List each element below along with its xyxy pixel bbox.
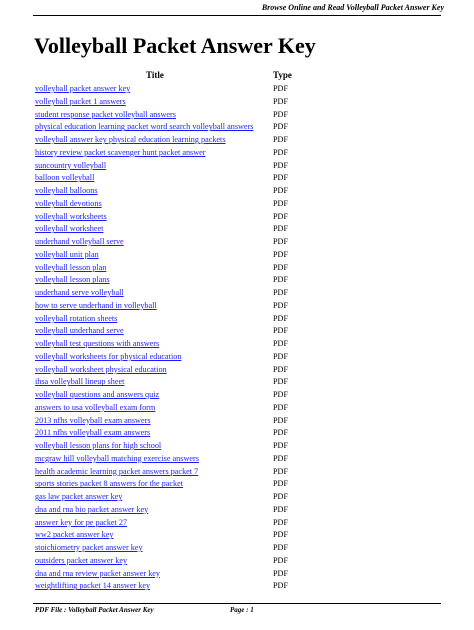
table-row <box>35 466 305 479</box>
results-table <box>35 83 305 593</box>
row-title-link[interactable]: stoichiometry packet answer key <box>35 543 143 552</box>
row-title-link[interactable]: 2013 nfhs volleyball exam answers <box>35 415 151 425</box>
row-type: PDF <box>273 109 289 119</box>
row-type: PDF <box>273 364 289 374</box>
row-title-link[interactable]: volleyball rotation sheets <box>35 313 118 323</box>
table-row <box>35 415 305 428</box>
table-row <box>35 478 305 491</box>
row-type: PDF <box>273 275 289 285</box>
table-row <box>35 274 305 287</box>
column-header-title: Title <box>146 70 164 80</box>
row-title-link[interactable]: volleyball unit plan <box>35 249 99 259</box>
row-type: PDF <box>273 262 289 272</box>
row-type: PDF <box>273 96 289 106</box>
table-row <box>35 325 305 338</box>
row-title-link[interactable]: answer key for pe packet 27 <box>35 517 128 527</box>
header-divider <box>33 15 441 16</box>
footer-divider <box>33 603 441 604</box>
row-type: PDF <box>273 581 289 591</box>
row-title-link[interactable]: volleyball devotions <box>35 198 102 208</box>
row-type: PDF <box>273 568 289 578</box>
row-type: PDF <box>273 160 289 170</box>
row-type: PDF <box>273 504 289 514</box>
row-title-link[interactable]: dna and rna bio packet answer key <box>35 504 149 514</box>
table-row <box>35 542 305 555</box>
table-row <box>35 517 305 530</box>
row-title-link[interactable]: volleyball worksheet physical education <box>35 364 167 374</box>
table-row <box>35 211 305 224</box>
row-title-link[interactable]: physical education learning packet word search volleyball answers <box>35 122 254 132</box>
row-type: PDF <box>273 555 289 565</box>
table-row <box>35 96 305 109</box>
table-row <box>35 504 305 517</box>
table-row <box>35 529 305 542</box>
table-row <box>35 402 305 415</box>
row-title-link[interactable]: volleyball balloons <box>35 186 98 195</box>
footer-page-number: Page : 1 <box>230 606 254 614</box>
row-type: PDF <box>273 479 289 489</box>
table-row <box>35 440 305 453</box>
table-row <box>35 427 305 440</box>
row-title-link[interactable]: volleyball worksheet <box>35 224 104 234</box>
table-row <box>35 134 305 147</box>
table-row <box>35 555 305 568</box>
row-type: PDF <box>273 173 289 183</box>
table-row <box>35 491 305 504</box>
row-title-link[interactable]: underhand volleyball serve <box>35 237 124 246</box>
table-row <box>35 198 305 211</box>
row-type: PDF <box>273 492 289 501</box>
row-title-link[interactable]: health academic learning packet answers packet 7 <box>35 466 199 476</box>
table-row <box>35 313 305 326</box>
table-row <box>35 389 305 402</box>
row-type: PDF <box>273 313 289 323</box>
table-row <box>35 568 305 581</box>
row-type: PDF <box>273 453 289 463</box>
row-type: PDF <box>273 402 289 412</box>
table-row <box>35 121 305 134</box>
table-row <box>35 249 305 262</box>
row-title-link[interactable]: suncountry volleyball <box>35 160 107 170</box>
row-type: PDF <box>273 441 289 450</box>
row-type: PDF <box>273 466 289 476</box>
row-type: PDF <box>273 211 289 221</box>
row-title-link[interactable]: volleyball worksheets <box>35 211 107 221</box>
table-row <box>35 287 305 300</box>
row-title-link[interactable]: history review packet scavenger hunt packet answer <box>35 147 206 157</box>
row-title-link[interactable]: volleyball lesson plans for high school <box>35 441 162 450</box>
row-type: PDF <box>273 249 289 259</box>
table-row <box>35 580 305 593</box>
row-title-link[interactable]: ihsa volleyball lineup sheet <box>35 377 125 387</box>
row-type: PDF <box>273 237 289 246</box>
page-header-text: Browse Online and Read Volleyball Packet Answer Key <box>261 3 444 12</box>
column-header-type: Type <box>273 70 292 80</box>
table-row <box>35 453 305 466</box>
row-title-link[interactable]: mcgraw hill volleyball matching exercise answers <box>35 453 199 463</box>
row-type: PDF <box>273 122 289 132</box>
row-type: PDF <box>273 390 289 399</box>
row-title-link[interactable]: outsiders packet answer key <box>35 555 128 565</box>
table-row <box>35 172 305 185</box>
table-row <box>35 236 305 249</box>
table-row <box>35 223 305 236</box>
row-type: PDF <box>273 543 289 552</box>
row-type: PDF <box>273 351 289 361</box>
row-title-link[interactable]: gas law packet answer key <box>35 492 123 501</box>
row-title-link[interactable]: volleyball underhand serve <box>35 326 124 336</box>
table-row <box>35 109 305 122</box>
row-title-link[interactable]: ww2 packet answer key <box>35 530 114 540</box>
row-title-link[interactable]: volleyball answer key physical education learning packets <box>35 135 226 144</box>
row-type: PDF <box>273 517 289 527</box>
table-row <box>35 338 305 351</box>
row-title-link[interactable]: volleyball packet 1 answers <box>35 96 126 106</box>
table-row <box>35 83 305 96</box>
row-title-link[interactable]: balloon volleyball <box>35 173 95 183</box>
row-title-link[interactable]: student response packet volleyball answers <box>35 109 176 119</box>
footer-file-label: PDF File : Volleyball Packet Answer Key <box>35 606 154 614</box>
row-type: PDF <box>273 224 289 234</box>
row-title-link[interactable]: volleyball test questions with answers <box>35 339 160 348</box>
row-type: PDF <box>273 84 289 93</box>
document-title: Volleyball Packet Answer Key <box>34 33 316 58</box>
row-title-link[interactable]: dna and rna review packet answer key <box>35 568 161 578</box>
row-type: PDF <box>273 300 289 310</box>
table-row <box>35 376 305 389</box>
row-type: PDF <box>273 135 289 144</box>
row-type: PDF <box>273 415 289 425</box>
row-title-link[interactable]: volleyball lesson plans <box>35 275 110 285</box>
row-type: PDF <box>273 339 289 348</box>
row-title-link[interactable]: sports stories packet 8 answers for the packet <box>35 479 184 489</box>
row-title-link[interactable]: answers to usa volleyball exam form <box>35 402 156 412</box>
row-type: PDF <box>273 147 289 157</box>
table-row <box>35 147 305 160</box>
row-title-link[interactable]: volleyball questions and answers quiz <box>35 390 160 399</box>
table-row <box>35 351 305 364</box>
table-row <box>35 160 305 173</box>
row-title-link[interactable]: how to serve underhand in volleyball <box>35 300 157 310</box>
row-title-link[interactable]: volleyball packet answer key <box>35 84 131 93</box>
row-title-link[interactable]: weightlifting packet 14 answer key <box>35 581 151 591</box>
row-title-link[interactable]: 2011 nfhs volleyball exam answers <box>35 428 151 438</box>
table-row <box>35 262 305 275</box>
table-row <box>35 364 305 377</box>
row-type: PDF <box>273 326 289 336</box>
table-row <box>35 300 305 313</box>
row-title-link[interactable]: volleyball worksheets for physical education <box>35 351 182 361</box>
row-type: PDF <box>273 288 289 297</box>
row-title-link[interactable]: volleyball lesson plan <box>35 262 107 272</box>
row-type: PDF <box>273 530 289 540</box>
table-row <box>35 185 305 198</box>
row-type: PDF <box>273 198 289 208</box>
row-type: PDF <box>273 377 289 387</box>
row-title-link[interactable]: underhand serve volleyball <box>35 288 124 297</box>
row-type: PDF <box>273 186 289 195</box>
row-type: PDF <box>273 428 289 438</box>
